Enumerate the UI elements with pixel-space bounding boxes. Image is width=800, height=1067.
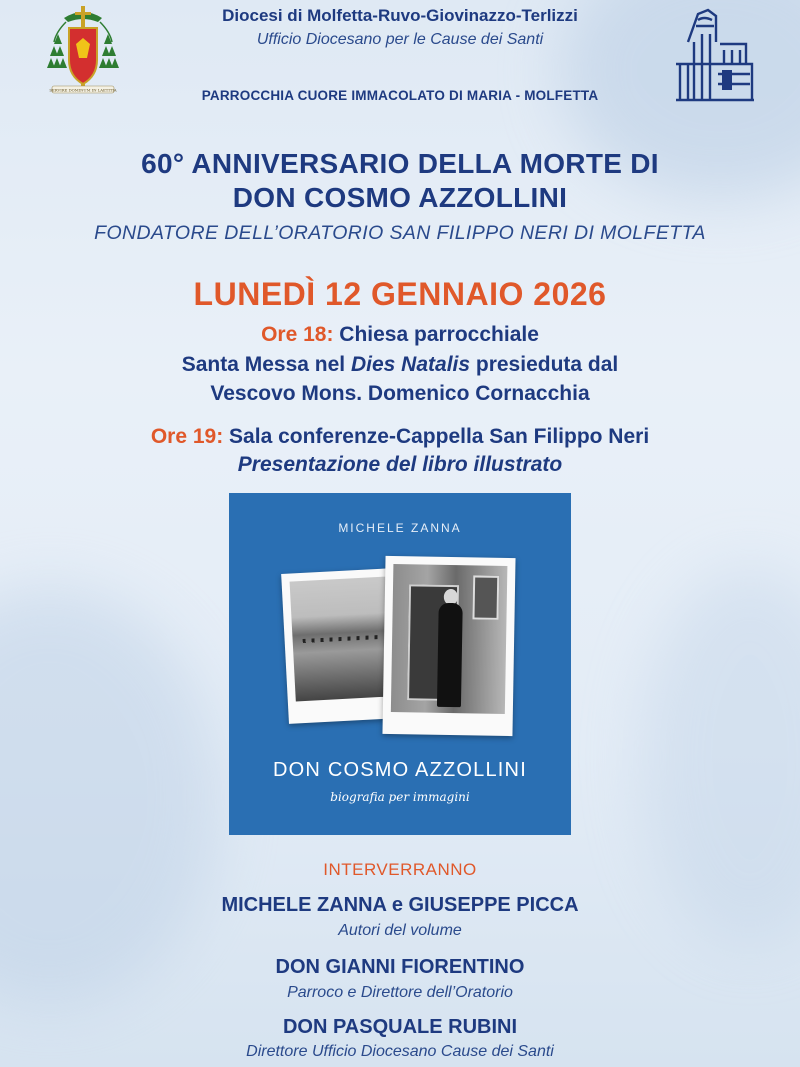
speaker-name: MICHELE ZANNA e GIUSEPPE PICCA [221,894,579,916]
speaker-name: DON GIANNI FIORENTINO [275,956,525,978]
book-photo-portrait [382,556,515,736]
book-author: MICHELE ZANNA [338,521,462,535]
speaker-name: DON PASQUALE RUBINI [282,1016,518,1038]
event-subtitle: FONDATORE DELL’ORATORIO SAN FILIPPO NERI DI MOLFETTA [94,222,706,244]
book-subtitle: biografia per immagini [330,790,470,804]
event-title-line1: 60° ANNIVERSARIO DELLA MORTE DI [141,148,659,179]
program-desc-emphasis: Dies Natalis [350,353,471,376]
program-desc-1b: Vescovo Mons. Domenico Cornacchia [210,382,590,405]
program-place-1: Chiesa parrocchiale [333,323,539,346]
program-item-1 [0,323,800,347]
program-desc-text: Santa Messa nel [181,353,351,376]
background-wash [0,587,220,1007]
speaker-role: Direttore Ufficio Diocesano Cause dei Santi [246,1043,554,1060]
coat-motto-text: SERVIRE DOMINUM IN LAETITIA [49,87,117,93]
office-name: Ufficio Diocesano per le Cause dei Santi [256,31,544,48]
book-title: DON COSMO AZZOLLINI [273,759,527,781]
event-date: LUNEDÌ 12 GENNAIO 2026 [193,276,607,312]
program-place-2: Sala conferenze-Cappella San Filippo Neri [223,425,650,448]
speakers-heading: INTERVERRANNO [323,860,477,879]
program-item-2 [0,425,800,449]
speaker-role: Autori del volume [338,922,462,939]
program-time-1: Ore 18: [261,323,334,346]
program-desc-1 [0,353,800,377]
program-time-2: Ore 19: [150,425,224,448]
book-cover [229,493,571,835]
program-desc-text: presieduta dal [470,353,619,376]
background-wash [640,567,800,947]
speaker-role: Parroco e Direttore dell’Oratorio [287,984,513,1001]
event-title-line2: DON COSMO AZZOLLINI [232,182,568,213]
program-desc-2: Presentazione del libro illustrato [237,453,563,476]
parish-name: PARROCCHIA CUORE IMMACOLATO DI MARIA - MOLFETTA [201,88,599,103]
diocese-name: Diocesi di Molfetta-Ruvo-Giovinazzo-Terlizzi [222,6,578,25]
